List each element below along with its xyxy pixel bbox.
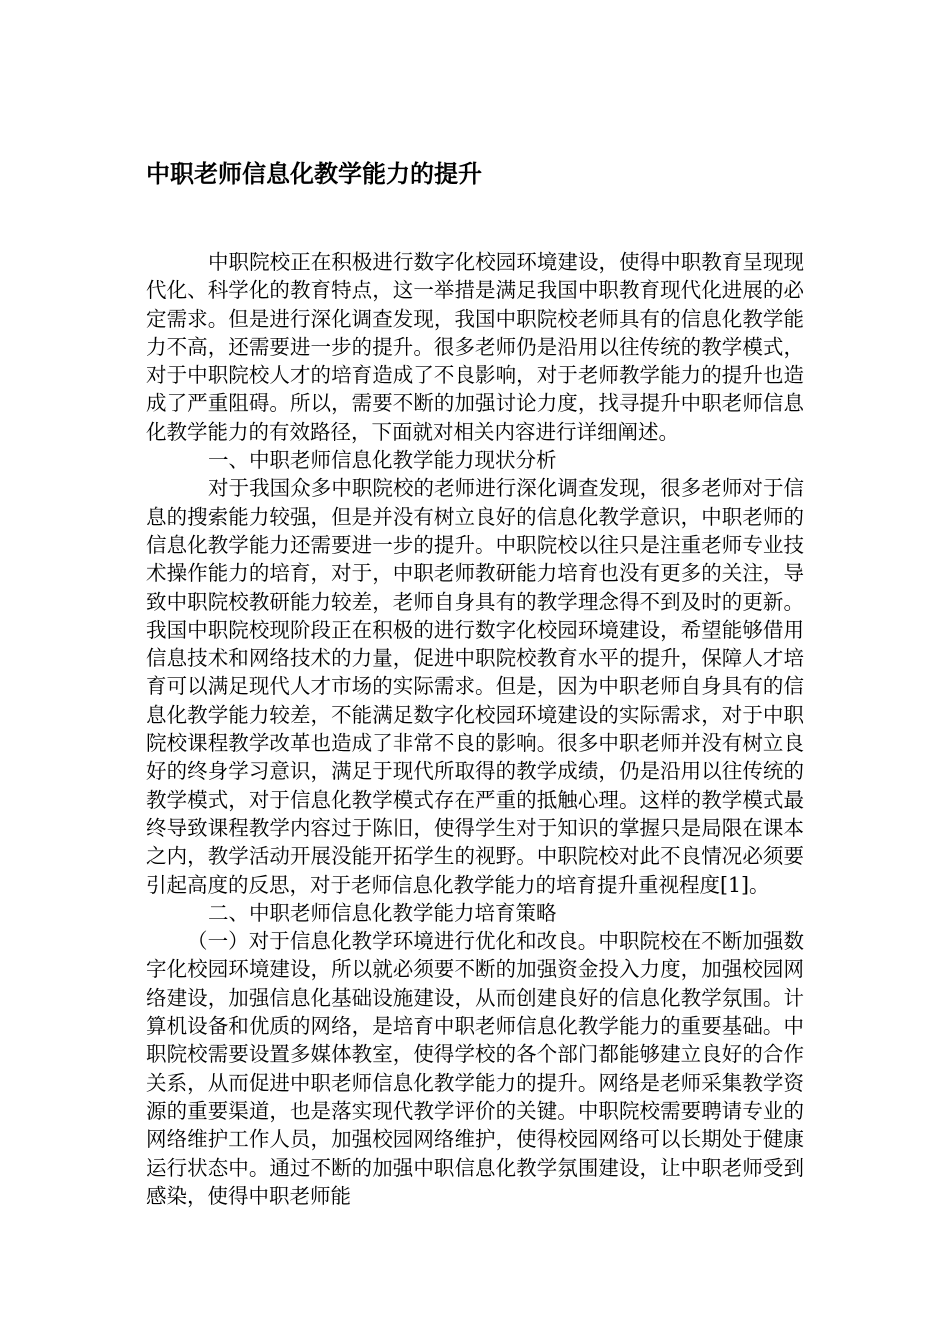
paragraph-strategy-1: （一）对于信息化教学环境进行优化和改良。中职院校在不断加强数字化校园环境建设，所以就必须要不断的加强资金投入力度，加强校园网络建设，加强信息化基础设施建设，从而创建良好的信息化教学氛围。计算机设备和优质的网络，是培育中职老师信息化教学能力的重要基础。中职院校需要设置多媒体教室，使得学校的各个部门都能够建立良好的合作关系，从而促进中职老师信息化教学能力的提升。网络是老师采集教学资源的重要渠道，也是落实现代教学评价的关键。中职院校需要聘请专业的网络维护工作人员，加强校园网络维护，使得校园网络可以长期处于健康运行状态中。通过不断的加强中职信息化教学氛围建设，让中职老师受到感染，使得中职老师能 bbox=[146, 929, 804, 1208]
paragraph-status-analysis: 对于我国众多中职院校的老师进行深化调查发现，很多老师对于信息的搜索能力较强，但是并没有树立良好的信息化教学意识，中职老师的信息化教学能力还需要进一步的提升。中职院校以往只是注重老师专业技术操作能力的培育，对于，中职老师教研能力培育也没有更多的关注，导致中职院校教研能力较差，老师自身具有的教学理念得不到及时的更新。我国中职院校现阶段正在积极的进行数字化校园环境建设，希望能够借用信息技术和网络技术的力量，促进中职院校教育水平的提升，保障人才培育可以满足现代人才市场的实际需求。但是，因为中职老师自身具有的信息化教学能力较差，不能满足数字化校园环境建设的实际需求，对于中职院校课程教学改革也造成了非常不良的影响。很多中职老师并没有树立良好的终身学习意识，满足于现代所取得的教学成绩，仍是沿用以往传统的教学模式，对于信息化教学模式存在严重的抵触心理。这样的教学模式最终导致课程教学内容过于陈旧，使得学生对于知识的掌握只是局限在课本之内，教学活动开展没能开拓学生的视野。中职院校对此不良情况必须要引起高度的反思，对于老师信息化教学能力的培育提升重视程度[1]。 bbox=[146, 476, 804, 897]
section-heading-1: 一、中职老师信息化教学能力现状分析 bbox=[208, 448, 557, 473]
document-body bbox=[146, 248, 804, 1210]
paragraph-intro: 中职院校正在积极进行数字化校园环境建设，使得中职教育呈现现代化、科学化的教育特点，这一举措是满足我国中职教育现代化进展的必定需求。但是进行深化调查发现，我国中职院校老师具有的信息化教学能力不高，还需要进一步的提升。很多老师仍是沿用以往传统的教学模式，对于中职院校人才的培育造成了不良影响，对于老师教学能力的提升也造成了严重阻碍。所以，需要不断的加强讨论力度，找寻提升中职老师信息化教学能力的有效路径，下面就对相关内容进行详细阐述。 bbox=[146, 250, 804, 444]
section-heading-2: 二、中职老师信息化教学能力培育策略 bbox=[208, 900, 557, 925]
document-title: 中职老师信息化教学能力的提升 bbox=[146, 160, 482, 188]
